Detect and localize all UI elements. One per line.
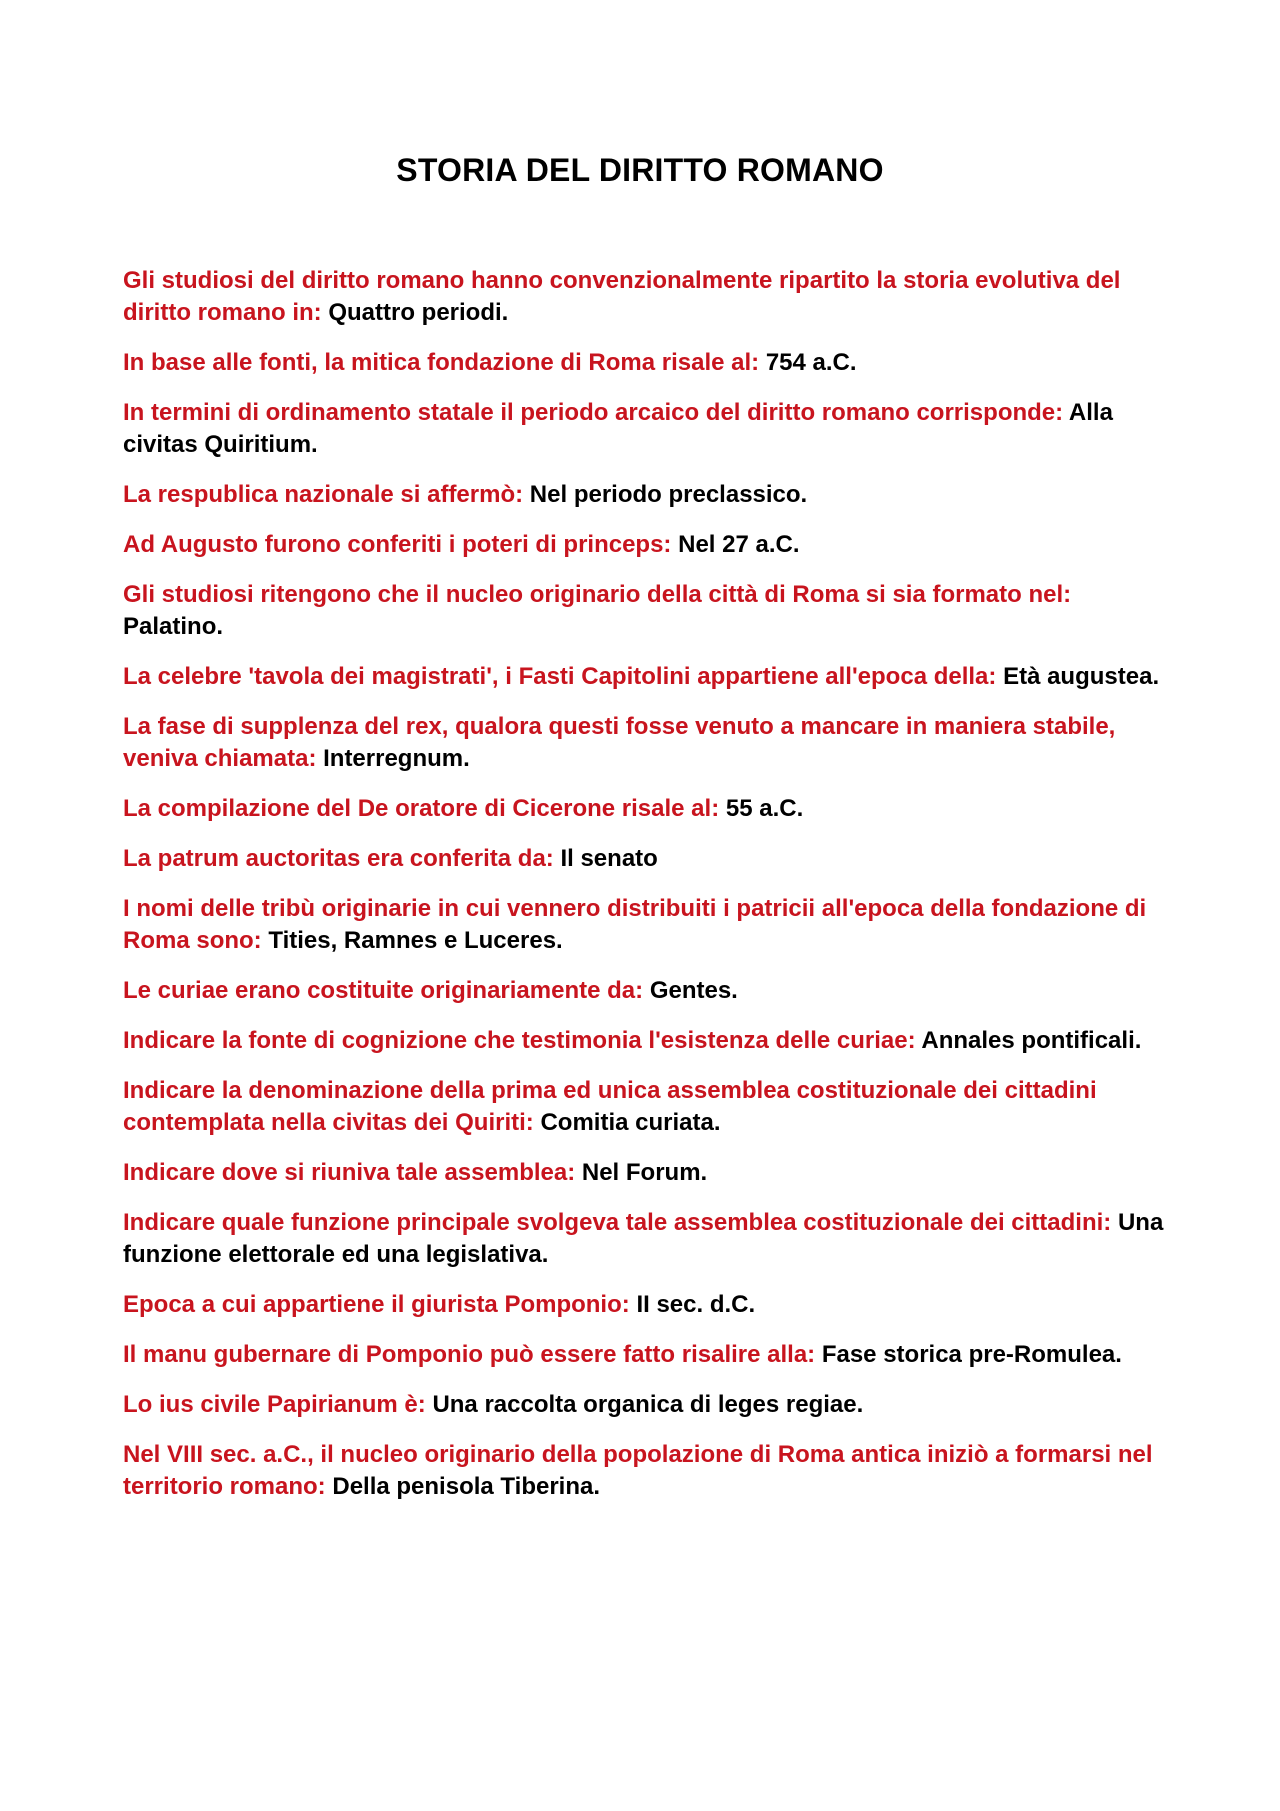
qa-item xyxy=(123,1075,1173,1139)
question-text: In termini di ordinamento statale il periodo arcaico del diritto romano corrisponde: xyxy=(123,399,1064,426)
question-text: Indicare dove si riuniva tale assemblea: xyxy=(123,1159,576,1186)
answer-text: Nel periodo preclassico. xyxy=(529,481,808,508)
answer-text: Quattro periodi. xyxy=(328,299,509,326)
question-text: Le curiae erano costituite originariamente da: xyxy=(123,977,644,1004)
question-text: Gli studiosi ritengono che il nucleo originario della città di Roma si sia formato nel: xyxy=(123,581,1072,608)
qa-item xyxy=(123,793,1173,825)
qa-item xyxy=(123,1389,1173,1421)
qa-item xyxy=(123,1157,1173,1189)
qa-item xyxy=(123,579,1173,643)
answer-text: Gentes. xyxy=(649,977,738,1004)
answer-text: II sec. d.C. xyxy=(636,1291,756,1318)
answer-text: Interregnum. xyxy=(323,745,470,772)
qa-item xyxy=(123,265,1173,329)
qa-item xyxy=(123,479,1173,511)
answer-text: 55 a.C. xyxy=(725,795,804,822)
qa-item xyxy=(123,661,1173,693)
answer-text: Alla civitas Quiritium. xyxy=(123,399,1113,458)
answer-text: Fase storica pre-Romulea. xyxy=(821,1341,1122,1368)
answer-text: Una raccolta organica di leges regiae. xyxy=(432,1391,864,1418)
page-title: STORIA DEL DIRITTO ROMANO xyxy=(396,152,884,188)
question-text: In base alle fonti, la mitica fondazione di Roma risale al: xyxy=(123,349,760,376)
question-text: Epoca a cui appartiene il giurista Pomponio: xyxy=(123,1291,630,1318)
qa-item xyxy=(123,975,1173,1007)
answer-text: Comitia curiata. xyxy=(540,1109,721,1136)
qa-item xyxy=(123,843,1173,875)
qa-item xyxy=(123,1207,1173,1271)
qa-item xyxy=(123,1025,1173,1057)
question-text: Indicare quale funzione principale svolgeva tale assemblea costituzionale dei cittadini: xyxy=(123,1209,1112,1236)
question-text: Indicare la fonte di cognizione che testimonia l'esistenza delle curiae: xyxy=(123,1027,916,1054)
question-text: La respublica nazionale si affermò: xyxy=(123,481,524,508)
qa-item xyxy=(123,1339,1173,1371)
question-text: La celebre 'tavola dei magistrati', i Fasti Capitolini appartiene all'epoca della: xyxy=(123,663,997,690)
question-text: Ad Augusto furono conferiti i poteri di princeps: xyxy=(123,531,672,558)
question-text: La compilazione del De oratore di Cicerone risale al: xyxy=(123,795,720,822)
question-text: I nomi delle tribù originarie in cui vennero distribuiti i patricii all'epoca della fondazione di Roma sono: xyxy=(123,895,1147,954)
qa-item xyxy=(123,347,1173,379)
qa-item xyxy=(123,893,1173,957)
qa-list xyxy=(123,265,1173,1521)
answer-text: Una funzione elettorale ed una legislativa. xyxy=(123,1209,1164,1268)
qa-item xyxy=(123,397,1173,461)
answer-text: Annales pontificali. xyxy=(921,1027,1142,1054)
question-text: La patrum auctoritas era conferita da: xyxy=(123,845,554,872)
question-text: Gli studiosi del diritto romano hanno convenzionalmente ripartito la storia evolutiva del diritto romano in: xyxy=(123,267,1121,326)
answer-text: Tities, Ramnes e Luceres. xyxy=(268,927,563,954)
answer-text: Palatino. xyxy=(123,613,224,640)
question-text: Indicare la denominazione della prima ed unica assemblea costituzionale dei cittadini contemplata nella civitas dei Quiriti: xyxy=(123,1077,1097,1136)
qa-item xyxy=(123,711,1173,775)
answer-text: Nel Forum. xyxy=(581,1159,708,1186)
question-text: Nel VIII sec. a.C., il nucleo originario della popolazione di Roma antica iniziò a formarsi nel territorio romano: xyxy=(123,1441,1153,1500)
answer-text: 754 a.C. xyxy=(765,349,857,376)
qa-item xyxy=(123,1289,1173,1321)
question-text: Lo ius civile Papirianum è: xyxy=(123,1391,426,1418)
question-text: Il manu gubernare di Pomponio può essere fatto risalire alla: xyxy=(123,1341,816,1368)
answer-text: Il senato xyxy=(560,845,658,872)
answer-text: Nel 27 a.C. xyxy=(678,531,800,558)
qa-item xyxy=(123,529,1173,561)
qa-item xyxy=(123,1439,1173,1503)
answer-text: Della penisola Tiberina. xyxy=(332,1473,601,1500)
answer-text: Età augustea. xyxy=(1003,663,1160,690)
question-text: La fase di supplenza del rex, qualora questi fosse venuto a mancare in maniera stabile, veniva chiamata: xyxy=(123,713,1116,772)
